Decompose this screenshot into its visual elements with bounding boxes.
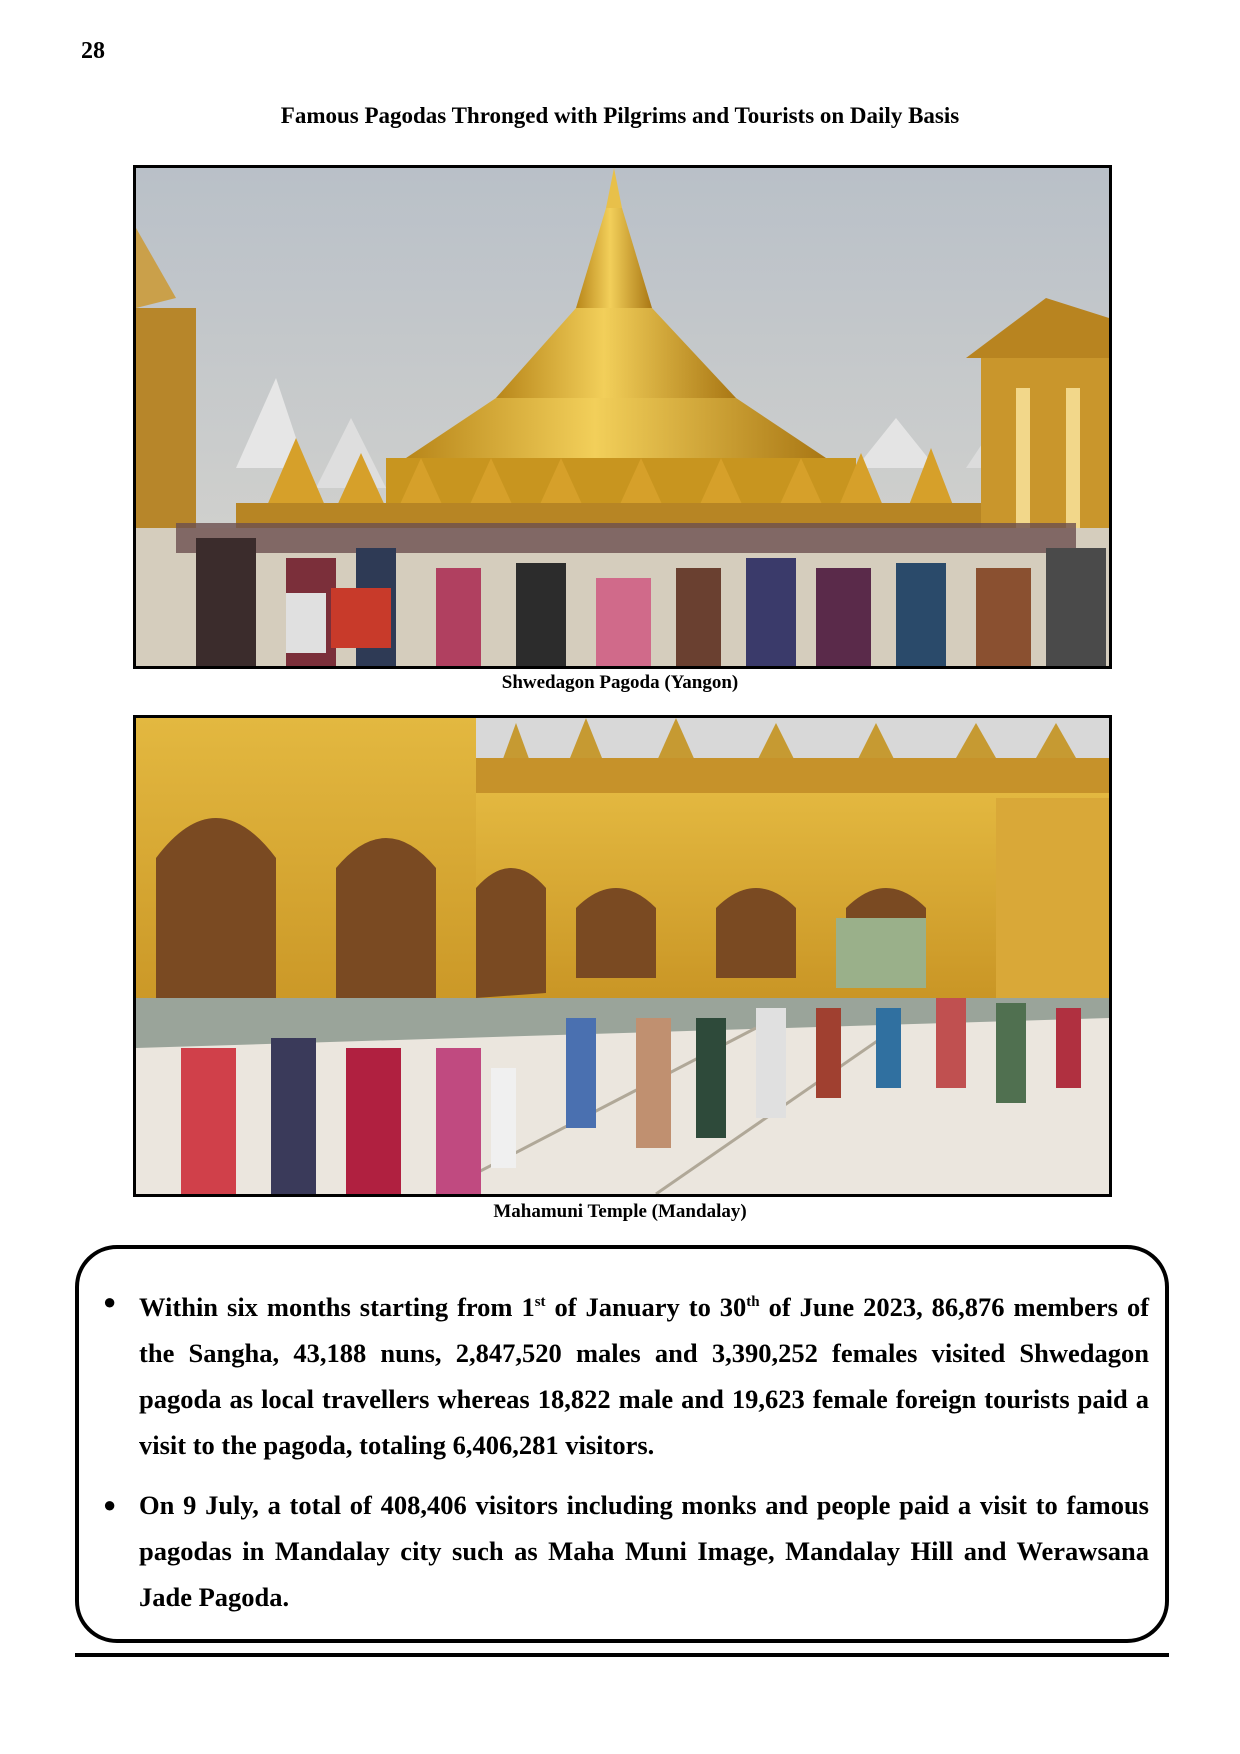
shwedagon-pagoda-photo [133, 165, 1112, 669]
ordinal-suffix: th [746, 1294, 760, 1310]
visitor-statistics-box [75, 1245, 1169, 1643]
page-title: Famous Pagodas Thronged with Pilgrims and Tourists on Daily Basis [280, 103, 960, 128]
mahamuni-temple-photo [133, 715, 1112, 1197]
bottom-rule [75, 1653, 1169, 1657]
note-text-part: Within six months starting from 1 [139, 1291, 535, 1322]
shwedagon-visitors-note [103, 1279, 1150, 1468]
note-text-part: of June 2023, 86,876 members of the Sangha, 43,188 nuns, 2,847,520 males and 3,390,252 females visited Shwedagon pagoda as local travellers whereas 18,822 male and 19,623 female foreign tourists paid a visit to the pagoda, totaling 6,406,281 visitors. [139, 1291, 1150, 1460]
mahamuni-caption: Mahamuni Temple (Mandalay) [493, 1201, 747, 1222]
page-number: 28 [81, 38, 105, 64]
shwedagon-caption: Shwedagon Pagoda (Yangon) [501, 672, 739, 693]
note-text-part: of January to 30 [545, 1291, 747, 1322]
bullet-icon: ● [103, 1491, 117, 1517]
note-text: On 9 July, a total of 408,406 visitors including monks and people paid a visit to famous pagodas in Mandalay city such as Maha Muni Image, Mandalay Hill and Werawsana Jade Pagoda. [139, 1489, 1149, 1612]
bullet-icon: ● [103, 1289, 117, 1314]
ordinal-suffix: st [534, 1294, 546, 1310]
statistics-list [103, 1279, 1150, 1634]
mandalay-visitors-note [103, 1482, 1149, 1620]
